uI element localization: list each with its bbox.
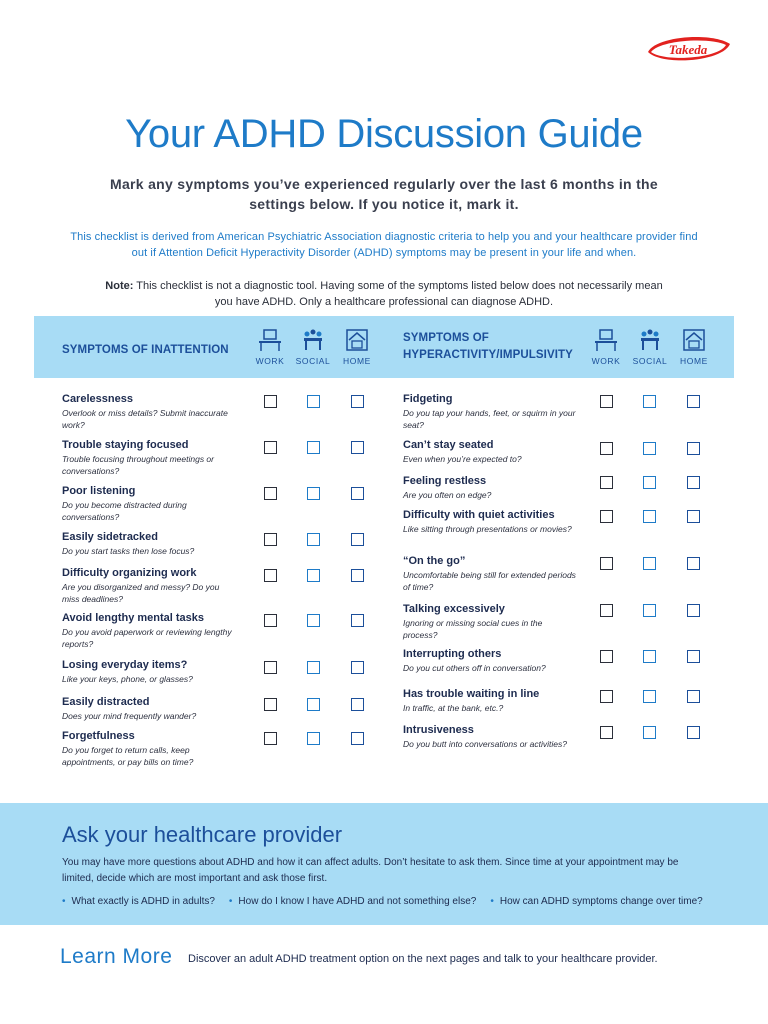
home-checkbox[interactable] xyxy=(351,533,364,546)
ask-title: Ask your healthcare provider xyxy=(62,822,343,847)
work-checkbox[interactable] xyxy=(600,395,613,408)
work-checkbox[interactable] xyxy=(264,698,277,711)
setting-work-right xyxy=(584,328,628,366)
symptom-name: Intrusiveness xyxy=(403,724,474,736)
setting-label: WORK xyxy=(255,356,285,366)
social-checkbox[interactable] xyxy=(307,533,320,546)
note-label: Note: xyxy=(105,280,134,292)
symptom-item xyxy=(62,393,237,431)
social-checkbox[interactable] xyxy=(307,441,320,454)
social-checkbox[interactable] xyxy=(643,650,656,663)
home-checkbox[interactable] xyxy=(687,690,700,703)
subtitle: Mark any symptoms you’ve experienced regularly over the last 6 months in the settings below. If you notice it, mark it. xyxy=(110,176,658,212)
work-checkbox[interactable] xyxy=(264,441,277,454)
work-checkbox[interactable] xyxy=(600,510,613,523)
work-checkbox[interactable] xyxy=(600,690,613,703)
setting-home-right xyxy=(672,328,716,366)
desk-icon xyxy=(257,328,283,352)
social-checkbox[interactable] xyxy=(643,395,656,408)
home-checkbox[interactable] xyxy=(687,650,700,663)
home-checkbox[interactable] xyxy=(351,569,364,582)
symptom-name: Talking excessively xyxy=(403,603,505,615)
symptom-item xyxy=(62,485,237,523)
work-checkbox[interactable] xyxy=(264,487,277,500)
symptom-description: Like sitting through presentations or movies? xyxy=(403,524,572,534)
page-title: Your ADHD Discussion Guide xyxy=(125,112,643,156)
symptom-item xyxy=(403,724,578,750)
symptom-item xyxy=(62,567,237,605)
home-checkbox[interactable] xyxy=(351,441,364,454)
social-checkbox[interactable] xyxy=(307,395,320,408)
setting-home-left xyxy=(335,328,379,366)
symptom-description: Trouble focusing throughout meetings or conversations? xyxy=(62,454,214,476)
symptom-description: In traffic, at the bank, etc.? xyxy=(403,703,504,713)
symptom-description: Like your keys, phone, or glasses? xyxy=(62,674,193,684)
symptom-name: Trouble staying focused xyxy=(62,439,189,451)
social-checkbox[interactable] xyxy=(307,732,320,745)
work-checkbox[interactable] xyxy=(600,604,613,617)
symptom-description: Ignoring or missing social cues in the process? xyxy=(403,618,543,640)
home-icon xyxy=(681,328,707,352)
derived-text: This checklist is derived from American Psychiatric Association diagnostic criteria to help you and your healthcare provider find out if Attention Deficit Hyperactivity Disorder (ADHD) symptoms may be present in your life and when. xyxy=(70,231,698,259)
symptom-name: Difficulty organizing work xyxy=(62,567,197,579)
learn-more-title: Learn More xyxy=(60,945,173,968)
symptom-name: Easily sidetracked xyxy=(62,531,159,543)
home-checkbox[interactable] xyxy=(351,732,364,745)
home-checkbox[interactable] xyxy=(687,604,700,617)
social-checkbox[interactable] xyxy=(643,690,656,703)
symptom-item xyxy=(62,612,237,650)
symptom-name: Poor listening xyxy=(62,485,136,497)
symptom-item xyxy=(62,730,237,768)
home-icon xyxy=(344,328,370,352)
work-checkbox[interactable] xyxy=(264,395,277,408)
hyperactivity-heading: SYMPTOMS OF HYPERACTIVITY/IMPULSIVITY xyxy=(403,332,573,361)
symptom-name: Fidgeting xyxy=(403,393,453,405)
setting-work-left xyxy=(248,328,292,366)
social-checkbox[interactable] xyxy=(307,614,320,627)
symptom-name: Avoid lengthy mental tasks xyxy=(62,612,205,624)
work-checkbox[interactable] xyxy=(264,661,277,674)
symptom-description: Do you tap your hands, feet, or squirm in your seat? xyxy=(403,408,576,430)
symptom-item xyxy=(62,439,237,477)
symptom-name: Has trouble waiting in line xyxy=(403,688,540,700)
symptom-description: Do you start tasks then lose focus? xyxy=(62,546,195,556)
home-checkbox[interactable] xyxy=(687,726,700,739)
symptom-name: Carelessness xyxy=(62,393,133,405)
ask-text: You may have more questions about ADHD and how it can affect adults. Don’t hesitate to ask them. Since time at your appointment may be limited, decide which are most important and ask those first. xyxy=(62,857,679,884)
social-checkbox[interactable] xyxy=(643,604,656,617)
symptom-name: Easily distracted xyxy=(62,696,150,708)
symptom-description: Overlook or miss details? Submit inaccurate work? xyxy=(62,408,228,430)
home-checkbox[interactable] xyxy=(687,510,700,523)
home-checkbox[interactable] xyxy=(351,698,364,711)
symptom-item xyxy=(62,696,237,722)
symptom-item xyxy=(403,603,578,641)
ask-questions xyxy=(62,896,742,907)
work-checkbox[interactable] xyxy=(600,442,613,455)
people-icon xyxy=(300,328,326,352)
social-checkbox[interactable] xyxy=(643,476,656,489)
symptom-description: Do you forget to return calls, keep appointments, or pay bills on time? xyxy=(62,745,194,767)
symptom-description: Even when you’re expected to? xyxy=(403,454,522,464)
social-checkbox[interactable] xyxy=(307,569,320,582)
symptom-item xyxy=(62,659,237,685)
social-checkbox[interactable] xyxy=(643,442,656,455)
work-checkbox[interactable] xyxy=(600,726,613,739)
setting-label: WORK xyxy=(591,356,621,366)
symptom-description: Do you cut others off in conversation? xyxy=(403,663,546,673)
symptom-name: Can’t stay seated xyxy=(403,439,494,451)
symptom-name: Forgetfulness xyxy=(62,730,135,742)
learn-more-text: Discover an adult ADHD treatment option on the next pages and talk to your healthcare provider. xyxy=(188,953,658,965)
setting-label: HOME xyxy=(680,356,708,366)
setting-social-right xyxy=(628,328,672,366)
svg-text:Takeda: Takeda xyxy=(668,42,708,57)
note-text: This checklist is not a diagnostic tool. Having some of the symptoms listed below does not necessarily mean you have ADHD. Only a healthcare professional can diagnose ADHD. xyxy=(136,280,663,308)
setting-social-left xyxy=(291,328,335,366)
home-checkbox[interactable] xyxy=(687,442,700,455)
symptom-name: “On the go” xyxy=(403,555,466,567)
question-item: • How do I know I have ADHD and not something else? xyxy=(229,896,476,907)
home-checkbox[interactable] xyxy=(687,395,700,408)
people-icon xyxy=(637,328,663,352)
symptom-name: Interrupting others xyxy=(403,648,502,660)
desk-icon xyxy=(593,328,619,352)
symptom-description: Does your mind frequently wander? xyxy=(62,711,197,721)
work-checkbox[interactable] xyxy=(600,557,613,570)
symptom-item xyxy=(403,648,578,674)
home-checkbox[interactable] xyxy=(351,487,364,500)
symptom-description: Uncomfortable being still for extended periods of time? xyxy=(403,570,576,592)
social-checkbox[interactable] xyxy=(643,557,656,570)
inattention-heading: SYMPTOMS OF INATTENTION xyxy=(62,344,229,356)
symptom-name: Feeling restless xyxy=(403,475,487,487)
note xyxy=(100,278,668,310)
work-checkbox[interactable] xyxy=(264,533,277,546)
setting-label: SOCIAL xyxy=(295,356,331,366)
home-checkbox[interactable] xyxy=(687,476,700,489)
symptom-name: Losing everyday items? xyxy=(62,659,188,671)
work-checkbox[interactable] xyxy=(600,476,613,489)
work-checkbox[interactable] xyxy=(264,732,277,745)
work-checkbox[interactable] xyxy=(264,569,277,582)
home-checkbox[interactable] xyxy=(351,614,364,627)
home-checkbox[interactable] xyxy=(351,395,364,408)
symptom-item xyxy=(403,688,578,714)
symptom-item xyxy=(403,555,578,593)
question-item: • What exactly is ADHD in adults? xyxy=(62,896,215,907)
work-checkbox[interactable] xyxy=(264,614,277,627)
social-checkbox[interactable] xyxy=(307,487,320,500)
setting-label: SOCIAL xyxy=(632,356,668,366)
takeda-logo xyxy=(642,32,734,66)
symptom-item xyxy=(403,475,578,501)
home-checkbox[interactable] xyxy=(351,661,364,674)
home-checkbox[interactable] xyxy=(687,557,700,570)
symptom-description: Do you butt into conversations or activities? xyxy=(403,739,567,749)
social-checkbox[interactable] xyxy=(307,661,320,674)
question-item: • How can ADHD symptoms change over time? xyxy=(490,896,702,907)
symptom-item xyxy=(62,531,237,557)
symptom-description: Do you become distracted during conversations? xyxy=(62,500,187,522)
work-checkbox[interactable] xyxy=(600,650,613,663)
setting-label: HOME xyxy=(343,356,371,366)
symptom-name: Difficulty with quiet activities xyxy=(403,509,555,521)
social-checkbox[interactable] xyxy=(643,510,656,523)
social-checkbox[interactable] xyxy=(307,698,320,711)
symptom-item xyxy=(403,393,578,431)
symptom-description: Do you avoid paperwork or reviewing lengthy reports? xyxy=(62,627,232,649)
symptom-description: Are you often on edge? xyxy=(403,490,492,500)
symptom-description: Are you disorganized and messy? Do you miss deadlines? xyxy=(62,582,220,604)
social-checkbox[interactable] xyxy=(643,726,656,739)
symptom-item xyxy=(403,509,578,535)
symptom-item xyxy=(403,439,578,465)
